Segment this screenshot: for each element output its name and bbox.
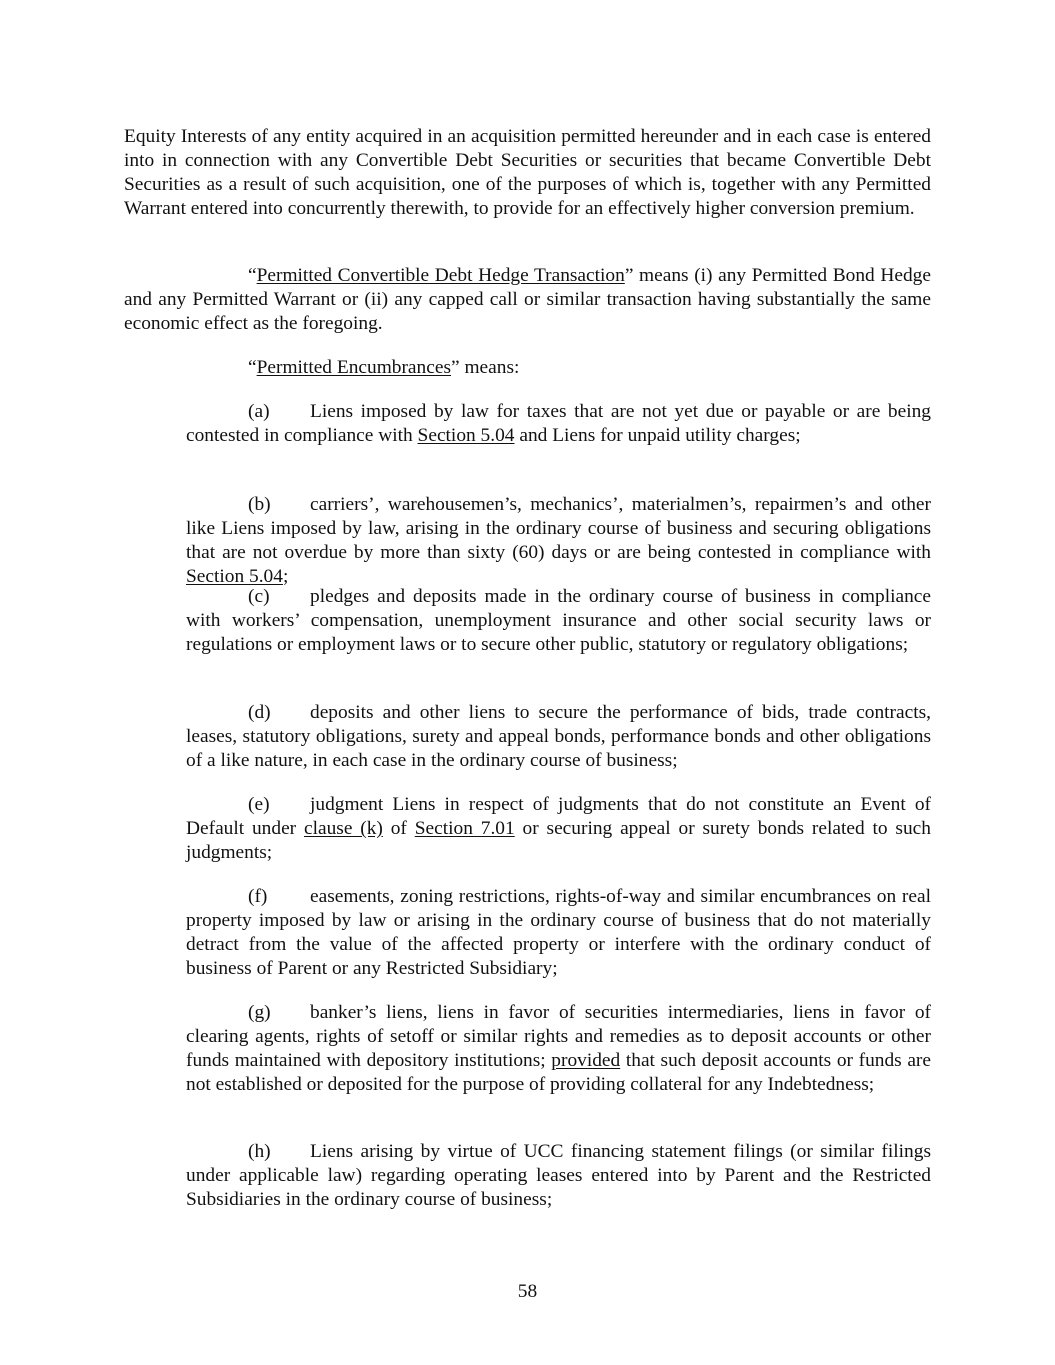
- text-segment: or securing appeal or surety bonds related to such judgments;: [186, 818, 931, 863]
- text-segment: “: [248, 357, 257, 378]
- text-segment: ” means:: [451, 357, 520, 378]
- clause-f: [186, 885, 931, 981]
- clause-d: [186, 701, 931, 773]
- clause-e: [186, 793, 931, 865]
- text-segment: carriers’, warehousemen’s, mechanics’, materialmen’s, repairmen’s and other like Liens imposed by law, arising in the ordinary course of business and securing obligations that are not overdue by more than sixty (60) days or are being contested in compliance with: [186, 494, 931, 563]
- underlined-term: Section 5.04: [186, 566, 283, 587]
- clause-label: (a): [248, 401, 270, 422]
- page-number: 58: [517, 1281, 538, 1302]
- clause-label: (e): [248, 794, 270, 815]
- text-segment: Liens imposed by law for taxes that are not yet due or payable or are being contested in compliance with: [186, 401, 931, 446]
- clause-b: [186, 493, 931, 589]
- text-segment: “: [248, 265, 257, 286]
- text-segment: pledges and deposits made in the ordinary course of business in compliance with workers’ compensation, unemployment insurance and other social security laws or regulations or employment laws or to secure other public, statutory or regulatory obligations;: [186, 586, 931, 655]
- clause-label: (c): [248, 586, 270, 607]
- text-segment: Equity Interests of any entity acquired in an acquisition permitted hereunder and in each case is entered into in connection with any Convertible Debt Securities or securities that became Convertible Debt Securities as a result of such acquisition, one of the purposes of which is, together with any Permitted Warrant entered into concurrently therewith, to provide for an effectively higher conversion premium.: [124, 126, 931, 219]
- text-segment: deposits and other liens to secure the performance of bids, trade contracts, leases, statutory obligations, surety and appeal bonds, performance bonds and other obligations of a like nature, in each case in the ordinary course of business;: [186, 702, 931, 771]
- text-segment: ” means (i) any Permitted Bond Hedge and any Permitted Warrant or (ii) any capped call or similar transaction having substantially the same economic effect as the foregoing.: [124, 265, 931, 334]
- text-segment: easements, zoning restrictions, rights-of-way and similar encumbrances on real property imposed by law or arising in the ordinary course of business that do not materially detract from the value of the affected property or interfere with the ordinary conduct of business of Parent or any Restricted Subsidiary;: [186, 886, 931, 979]
- underlined-term: Permitted Encumbrances: [256, 357, 451, 378]
- definition-permitted-convertible-debt-hedge-transaction: [124, 264, 931, 336]
- text-segment: that such deposit accounts or funds are not established or deposited for the purpose of providing collateral for any Indebtedness;: [186, 1050, 931, 1095]
- clause-label: (h): [248, 1141, 271, 1162]
- clause-label: (g): [248, 1002, 271, 1023]
- underlined-term: provided: [551, 1050, 621, 1071]
- text-segment: judgment Liens in respect of judgments that do not constitute an Event of Default under: [186, 794, 931, 839]
- clause-g: [186, 1001, 931, 1097]
- underlined-term: Section 7.01: [414, 818, 515, 839]
- clause-h: [186, 1140, 931, 1212]
- clause-a: [186, 400, 931, 448]
- text-segment: of: [382, 818, 415, 839]
- underlined-term: clause (k): [303, 818, 383, 839]
- clause-label: (b): [248, 494, 271, 515]
- underlined-term: Section 5.04: [417, 425, 515, 446]
- clause-label: (d): [248, 702, 271, 723]
- clause-c: [186, 585, 931, 657]
- text-segment: and Liens for unpaid utility charges;: [514, 425, 801, 446]
- text-segment: ;: [282, 566, 289, 587]
- definition-permitted-encumbrances: [124, 356, 931, 380]
- text-segment: Liens arising by virtue of UCC financing statement filings (or similar filings under applicable law) regarding operating leases entered into by Parent and the Restricted Subsidiaries in the ordinary course of business;: [186, 1141, 931, 1210]
- paragraph-continuation: [124, 125, 931, 221]
- clause-label: (f): [248, 886, 268, 907]
- underlined-term: Permitted Convertible Debt Hedge Transaction: [256, 265, 625, 286]
- text-segment: banker’s liens, liens in favor of securities intermediaries, liens in favor of clearing agents, rights of setoff or similar rights and remedies as to deposit accounts or other funds maintained with depository institutions;: [186, 1002, 931, 1071]
